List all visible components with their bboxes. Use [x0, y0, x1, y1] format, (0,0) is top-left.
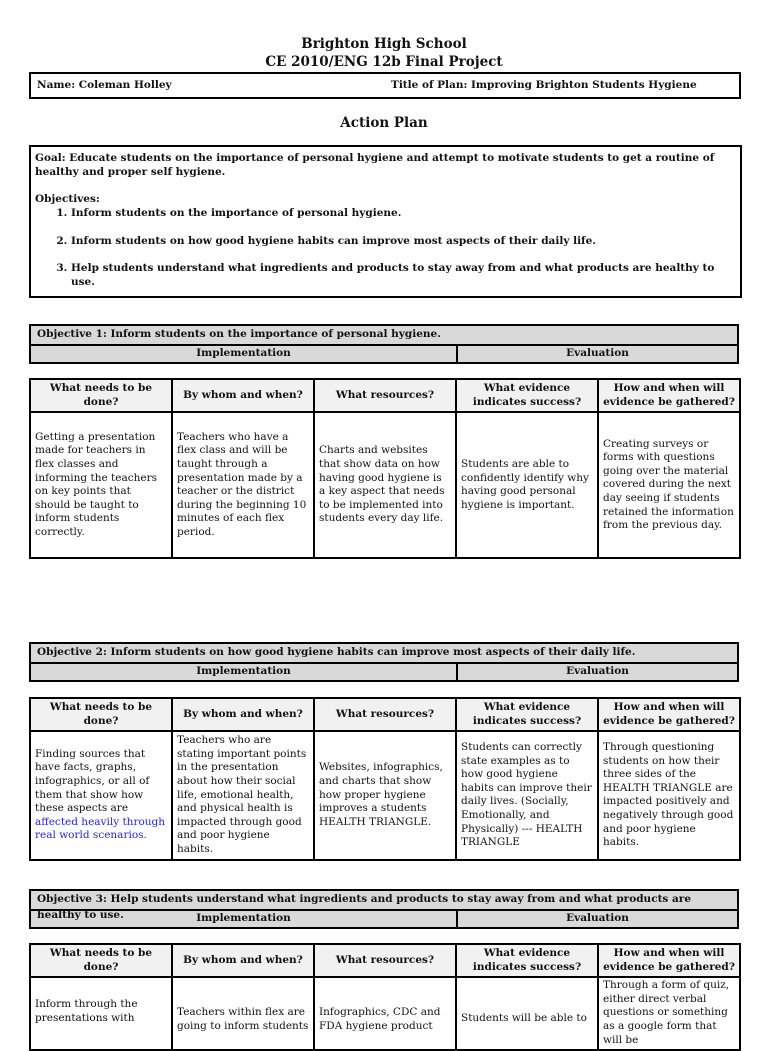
- table-cell: Students are able to confidently identify why having good personal hygiene is important.: [456, 412, 598, 558]
- goal-text: Goal: Educate students on the importance of personal hygiene and attempt to motivate students to get a routine of healthy and proper self hygiene.: [35, 152, 715, 178]
- col-whom-header: By whom and when?: [172, 944, 314, 977]
- col-whom-header: By whom and when?: [172, 698, 314, 731]
- section-title: Action Plan: [340, 115, 428, 131]
- school-name: Brighton High School: [301, 36, 467, 52]
- objective-3-header: [29, 889, 739, 929]
- table-cell: Teachers who are stating important points in the presentation about how their social life, emotional health, and physical health is impacted through good and poor hygiene habits.: [172, 731, 314, 859]
- table-cell: Students can correctly state examples as to how good hygiene habits can improve their daily lives. (Socially, Emotionally, and Physically) --- HEALTH TRIANGLE: [456, 731, 598, 859]
- col-what-header: What needs to be done?: [30, 379, 172, 412]
- implementation-label: Implementation: [31, 664, 458, 680]
- highlighted-text: affected heavily through real world scenarios.: [35, 815, 166, 842]
- course-title: CE 2010/ENG 12b Final Project: [265, 54, 503, 70]
- col-evidence-header: What evidence indicates success?: [456, 698, 598, 731]
- table-cell: Through a form of quiz, either direct verbal questions or something as a google form that will be: [598, 977, 740, 1050]
- table-header-row: [30, 379, 740, 412]
- col-gathered-header: How and when will evidence be gathered?: [598, 698, 740, 731]
- objective-3-table: [29, 943, 741, 1051]
- objective-item-2: 2. Inform students on how good hygiene habits can improve most aspects of their daily life.: [71, 234, 736, 248]
- objectives-list: [35, 206, 736, 289]
- goal-box: [29, 145, 742, 298]
- col-evidence-header: What evidence indicates success?: [456, 944, 598, 977]
- col-what-header: What needs to be done?: [30, 944, 172, 977]
- col-gathered-header: How and when will evidence be gathered?: [598, 944, 740, 977]
- col-what-header: What needs to be done?: [30, 698, 172, 731]
- table-cell: Inform through the presentations with: [30, 977, 172, 1050]
- objective-item-3: 3. Help students understand what ingredients and products to stay away from and what products are healthy to use.: [71, 261, 736, 289]
- implementation-label: Implementation: [31, 911, 458, 927]
- col-gathered-header: How and when will evidence be gathered?: [598, 379, 740, 412]
- plan-title: Title of Plan: Improving Brighton Students Hygiene: [391, 79, 697, 91]
- col-evidence-header: What evidence indicates success?: [456, 379, 598, 412]
- student-name: Name: Coleman Holley: [37, 79, 172, 91]
- table-header-row: [30, 698, 740, 731]
- objective-item-1: 1. Inform students on the importance of personal hygiene.: [71, 206, 736, 220]
- table-cell: Infographics, CDC and FDA hygiene product: [314, 977, 456, 1050]
- table-cell: Charts and websites that show data on how having good hygiene is a key aspect that needs to be implemented into students every day life.: [314, 412, 456, 558]
- table-cell: [30, 731, 172, 859]
- table-cell: Websites, infographics, and charts that show how proper hygiene improves a students HEALTH TRIANGLE.: [314, 731, 456, 859]
- col-resources-header: What resources?: [314, 698, 456, 731]
- evaluation-label: Evaluation: [566, 912, 629, 924]
- cell-text: Finding sources that have facts, graphs, infographics, or all of them that show how these aspects are: [35, 747, 150, 815]
- objective-1-header: [29, 324, 739, 364]
- table-row: [30, 412, 740, 558]
- objectives-label: Objectives:: [35, 193, 100, 205]
- table-cell: Creating surveys or forms with questions going over the material covered during the next day seeing if students retained the information from the previous day.: [598, 412, 740, 558]
- table-cell: Students will be able to: [456, 977, 598, 1050]
- evaluation-label: Evaluation: [566, 347, 629, 359]
- objective-2-table: [29, 697, 741, 861]
- objective-2-title: Objective 2: Inform students on how good hygiene habits can improve most aspects of their daily life.: [31, 644, 737, 664]
- evaluation-label: Evaluation: [566, 665, 629, 677]
- name-bar: [29, 72, 741, 99]
- col-resources-header: What resources?: [314, 379, 456, 412]
- col-resources-header: What resources?: [314, 944, 456, 977]
- table-cell: Through questioning students on how their three sides of the HEALTH TRIANGLE are impacted positively and negatively through good and poor hygiene habits.: [598, 731, 740, 859]
- objective-1-table: [29, 378, 741, 559]
- objective-2-header: [29, 642, 739, 682]
- table-cell: Getting a presentation made for teachers in flex classes and informing the teachers on key points that should be taught to inform students correctly.: [30, 412, 172, 558]
- implementation-label: Implementation: [31, 346, 458, 362]
- table-row: [30, 977, 740, 1050]
- table-cell: Teachers within flex are going to inform students: [172, 977, 314, 1050]
- objective-3-title: Objective 3: Help students understand what ingredients and products to stay away from and what products are healthy to use.: [31, 891, 737, 911]
- table-row: [30, 731, 740, 859]
- objective-1-title: Objective 1: Inform students on the importance of personal hygiene.: [31, 326, 737, 346]
- col-whom-header: By whom and when?: [172, 379, 314, 412]
- table-header-row: [30, 944, 740, 977]
- table-cell: Teachers who have a flex class and will be taught through a presentation made by a teacher or the district during the beginning 10 minutes of each flex period.: [172, 412, 314, 558]
